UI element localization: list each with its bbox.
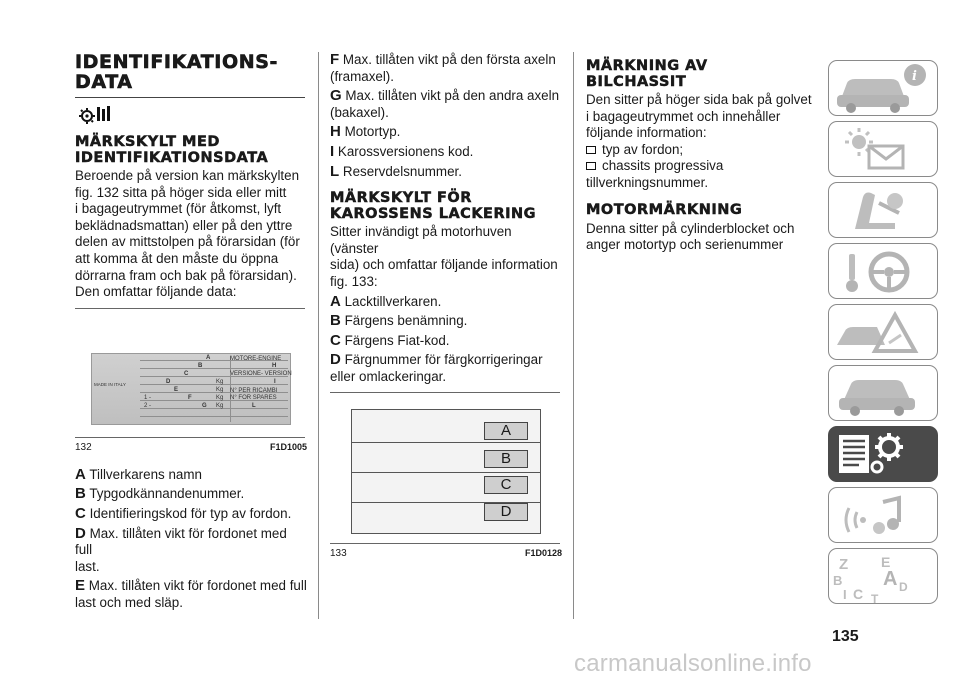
chassis-paragraph bbox=[586, 92, 818, 142]
section-title-chassis-marking bbox=[586, 58, 818, 90]
list-item bbox=[330, 144, 562, 161]
intro-line: Den omfattar följande data: bbox=[75, 284, 237, 300]
section-title-line-1: MÄRKSKYLT FÖR bbox=[330, 190, 472, 207]
intro-line: fig. 133: bbox=[330, 273, 378, 289]
item-letter: A bbox=[330, 292, 341, 310]
section-title-line-2: BILCHASSIT bbox=[586, 74, 687, 90]
item-letter: F bbox=[330, 51, 340, 68]
plate-row-2: 2 - bbox=[144, 402, 152, 409]
tab-multimedia[interactable] bbox=[828, 487, 938, 543]
item-letter: E bbox=[75, 577, 86, 595]
car-info-icon bbox=[829, 61, 938, 116]
item-text-continued: last. bbox=[75, 558, 100, 574]
section-title-paint-plate bbox=[330, 190, 562, 222]
tab-seat-airbag[interactable] bbox=[828, 182, 938, 238]
item-text-continued: (framaxel). bbox=[330, 68, 394, 84]
tab-steering-key[interactable] bbox=[828, 243, 938, 299]
checkbox-bullet-icon bbox=[586, 162, 596, 170]
tab-accident-warning[interactable] bbox=[828, 304, 938, 360]
item-text: Färgens Fiat-kod. bbox=[344, 332, 450, 348]
item-letter: A bbox=[75, 465, 86, 483]
item-letter: H bbox=[330, 123, 341, 141]
tab-warning-lights[interactable] bbox=[828, 121, 938, 177]
chapter-title-line-1: IDENTIFIKATIONS- bbox=[75, 51, 279, 73]
intro-line: fig. 132 sitta på höger sida eller mitt bbox=[75, 184, 287, 200]
list-item bbox=[75, 486, 307, 503]
figure-caption bbox=[330, 548, 562, 559]
figure-number: 133 bbox=[330, 547, 347, 559]
figure-code: F1D1005 bbox=[269, 441, 307, 452]
figure-top-rule bbox=[75, 308, 305, 309]
plate-kg: Kg bbox=[216, 394, 224, 401]
paint-data-list bbox=[330, 294, 562, 386]
intro-line: i bagageutrymmet (för åtkomst, lyft bbox=[75, 201, 282, 217]
item-letter: L bbox=[330, 162, 340, 180]
plate-letter: L bbox=[252, 402, 256, 409]
index-letter-t: T bbox=[871, 592, 879, 605]
item-letter: B bbox=[330, 312, 341, 330]
item-text: Tillverkarens namn bbox=[89, 466, 202, 482]
plate-kg: Kg bbox=[216, 378, 224, 385]
intro-line: att komma åt den måste du öppna bbox=[75, 250, 279, 266]
figure-code: F1D0128 bbox=[524, 547, 562, 558]
list-item bbox=[586, 142, 818, 159]
plate-letter: I bbox=[274, 378, 276, 385]
column-divider-2 bbox=[573, 52, 574, 619]
paint-box-c: C bbox=[484, 476, 528, 494]
figure-132 bbox=[75, 353, 307, 453]
item-letter: G bbox=[330, 87, 342, 105]
index-letter-a: A bbox=[883, 568, 898, 590]
list-item bbox=[75, 578, 307, 611]
plate-spares: N° FOR SPARES bbox=[230, 394, 277, 401]
tab-car-info[interactable] bbox=[828, 60, 938, 116]
plate-letter: C bbox=[184, 370, 189, 377]
alphabetical-index-icon bbox=[829, 549, 938, 604]
plate-letter: F bbox=[188, 394, 192, 401]
paragraph-line: Den sitter på höger sida bak på golvet bbox=[586, 92, 812, 107]
seat-airbag-icon bbox=[829, 183, 938, 238]
plate-letter: B bbox=[198, 362, 203, 369]
item-letter: C bbox=[330, 331, 341, 349]
section-title-line-2: IDENTIFIKATIONSDATA bbox=[75, 150, 269, 166]
engine-paragraph bbox=[586, 221, 818, 254]
index-letter-e: E bbox=[881, 554, 891, 570]
accident-warning-icon bbox=[829, 305, 938, 360]
index-letter-d: D bbox=[899, 580, 908, 594]
gears-icon bbox=[75, 104, 307, 124]
list-item bbox=[330, 124, 562, 141]
list-item bbox=[586, 158, 818, 175]
list-item bbox=[330, 313, 562, 330]
svg-text:i: i bbox=[912, 69, 917, 84]
paint-intro bbox=[330, 224, 562, 290]
bullet-text-continued: tillverkningsnummer. bbox=[586, 174, 709, 190]
bullet-text: typ av fordon; bbox=[602, 141, 684, 157]
item-text: Reservdelsnummer. bbox=[342, 163, 462, 179]
plate-kg: Kg bbox=[216, 402, 224, 409]
plate-row-1: 1 - bbox=[144, 394, 152, 401]
intro-paragraph bbox=[75, 168, 307, 301]
section-title-line-2: KAROSSENS LACKERING bbox=[330, 206, 537, 223]
plate-data-list bbox=[75, 467, 307, 612]
tab-car-maintenance[interactable] bbox=[828, 365, 938, 421]
list-item bbox=[330, 294, 562, 311]
plate-versione: VERSIONE- VERSION bbox=[230, 370, 292, 377]
item-text: Max. tillåten vikt för fordonet med full bbox=[75, 525, 287, 558]
tab-alphabetical-index[interactable] bbox=[828, 548, 938, 604]
item-text: Karossversionens kod. bbox=[337, 143, 474, 159]
column-1 bbox=[75, 52, 307, 612]
intro-line: Beroende på version kan märkskylten bbox=[75, 168, 300, 183]
section-title-line-1: MÄRKSKYLT MED bbox=[75, 134, 220, 150]
section-title-identification-plate bbox=[75, 134, 307, 166]
multimedia-icon bbox=[829, 488, 938, 543]
warning-lights-icon bbox=[829, 122, 938, 177]
item-letter: B bbox=[75, 485, 86, 503]
item-text-continued: eller omlackeringar. bbox=[330, 368, 447, 384]
plate-letter: D bbox=[166, 378, 171, 385]
item-text: Typgodkännandenummer. bbox=[89, 486, 245, 502]
index-letter-b: B bbox=[833, 573, 843, 588]
checkbox-bullet-icon bbox=[586, 146, 596, 154]
paint-box-b: B bbox=[484, 450, 528, 468]
paint-box-a: A bbox=[484, 422, 528, 440]
figure-number: 132 bbox=[75, 441, 92, 453]
intro-line: beklädnadsmattan) eller på den yttre bbox=[75, 217, 293, 233]
item-letter: D bbox=[75, 524, 86, 542]
list-item bbox=[330, 352, 562, 385]
paragraph-line: Denna sitter på cylinderblocket och bbox=[586, 220, 795, 236]
item-text: Max. tillåten vikt på den första axeln bbox=[342, 52, 556, 67]
paragraph-line: följande information: bbox=[586, 125, 707, 141]
item-letter: C bbox=[75, 504, 86, 522]
item-text: Max. tillåten vikt på den andra axeln bbox=[345, 88, 560, 104]
item-text: Färgens benämning. bbox=[344, 313, 468, 329]
car-maintenance-icon bbox=[829, 366, 938, 421]
technical-data-icon bbox=[829, 427, 938, 482]
plate-motore: MOTORE-ENGINE bbox=[230, 355, 282, 362]
list-item bbox=[75, 506, 307, 523]
tab-technical-data[interactable] bbox=[828, 426, 938, 482]
figure-caption bbox=[75, 442, 307, 453]
intro-line: dörrarna fram och bak på förarsidan). bbox=[75, 267, 297, 283]
paint-box-d: D bbox=[484, 503, 528, 521]
plate-letter: A bbox=[206, 354, 211, 361]
item-text: Motortyp. bbox=[344, 124, 401, 140]
item-text-continued: (bakaxel). bbox=[330, 104, 389, 120]
plate-letter: G bbox=[202, 402, 207, 409]
list-item bbox=[330, 52, 562, 85]
figure-bottom-rule bbox=[330, 543, 560, 544]
item-letter: I bbox=[330, 142, 335, 160]
item-text: Lacktillverkaren. bbox=[344, 293, 442, 309]
identification-plate-image bbox=[91, 353, 291, 425]
item-text-continued: last och med släp. bbox=[75, 594, 183, 610]
item-text: Identifieringskod för typ av fordon. bbox=[89, 505, 292, 521]
list-item bbox=[330, 88, 562, 121]
item-letter: D bbox=[330, 351, 341, 369]
list-item bbox=[330, 333, 562, 350]
list-item bbox=[75, 526, 307, 576]
chassis-bullets bbox=[586, 142, 818, 192]
column-2 bbox=[330, 52, 562, 559]
plate-data-list-continued bbox=[330, 52, 562, 180]
column-3 bbox=[586, 52, 818, 254]
steering-wheel-key-icon bbox=[829, 244, 938, 299]
chapter-title-line-2: DATA bbox=[75, 71, 133, 93]
index-letter-c: C bbox=[853, 586, 864, 602]
paragraph-line: anger motortyp och serienummer bbox=[586, 237, 784, 253]
intro-line: sida) och omfattar följande information bbox=[330, 257, 558, 273]
section-title-engine-marking: MOTORMÄRKNING bbox=[586, 201, 743, 218]
watermark: carmanualsonline.info bbox=[574, 650, 812, 677]
intro-line: Sitter invändigt på motorhuven (vänster bbox=[330, 224, 512, 256]
intro-line: delen av mittstolpen på förarsidan (för bbox=[75, 234, 300, 250]
index-letter-i: I bbox=[843, 587, 847, 602]
plate-letter: E bbox=[174, 386, 179, 393]
bullet-text: chassits progressiva bbox=[602, 158, 724, 174]
figure-top-rule bbox=[330, 392, 560, 393]
figure-133 bbox=[330, 409, 562, 559]
item-text: Max. tillåten vikt för fordonet med full bbox=[88, 578, 307, 594]
paragraph-line: i bagageutrymmet och innehåller bbox=[586, 108, 781, 124]
figure-bottom-rule bbox=[75, 437, 305, 438]
plate-made-in: MADE IN ITALY bbox=[94, 381, 126, 387]
section-title-line-1: MÄRKNING AV bbox=[586, 58, 708, 74]
list-item bbox=[330, 164, 562, 181]
title-rule bbox=[75, 97, 305, 98]
page-number: 135 bbox=[832, 628, 859, 645]
item-text: Färgnummer för färgkorrigeringar bbox=[344, 352, 543, 368]
column-divider-1 bbox=[318, 52, 319, 619]
plate-ricambi: N° PER RICAMBI bbox=[230, 387, 278, 394]
paint-plate-image bbox=[351, 409, 541, 534]
list-item bbox=[75, 467, 307, 484]
chapter-tabs bbox=[828, 60, 938, 609]
chapter-title bbox=[75, 52, 307, 92]
plate-kg: Kg bbox=[216, 386, 224, 393]
plate-letter: H bbox=[272, 362, 277, 369]
index-letter-z: Z bbox=[839, 556, 849, 573]
